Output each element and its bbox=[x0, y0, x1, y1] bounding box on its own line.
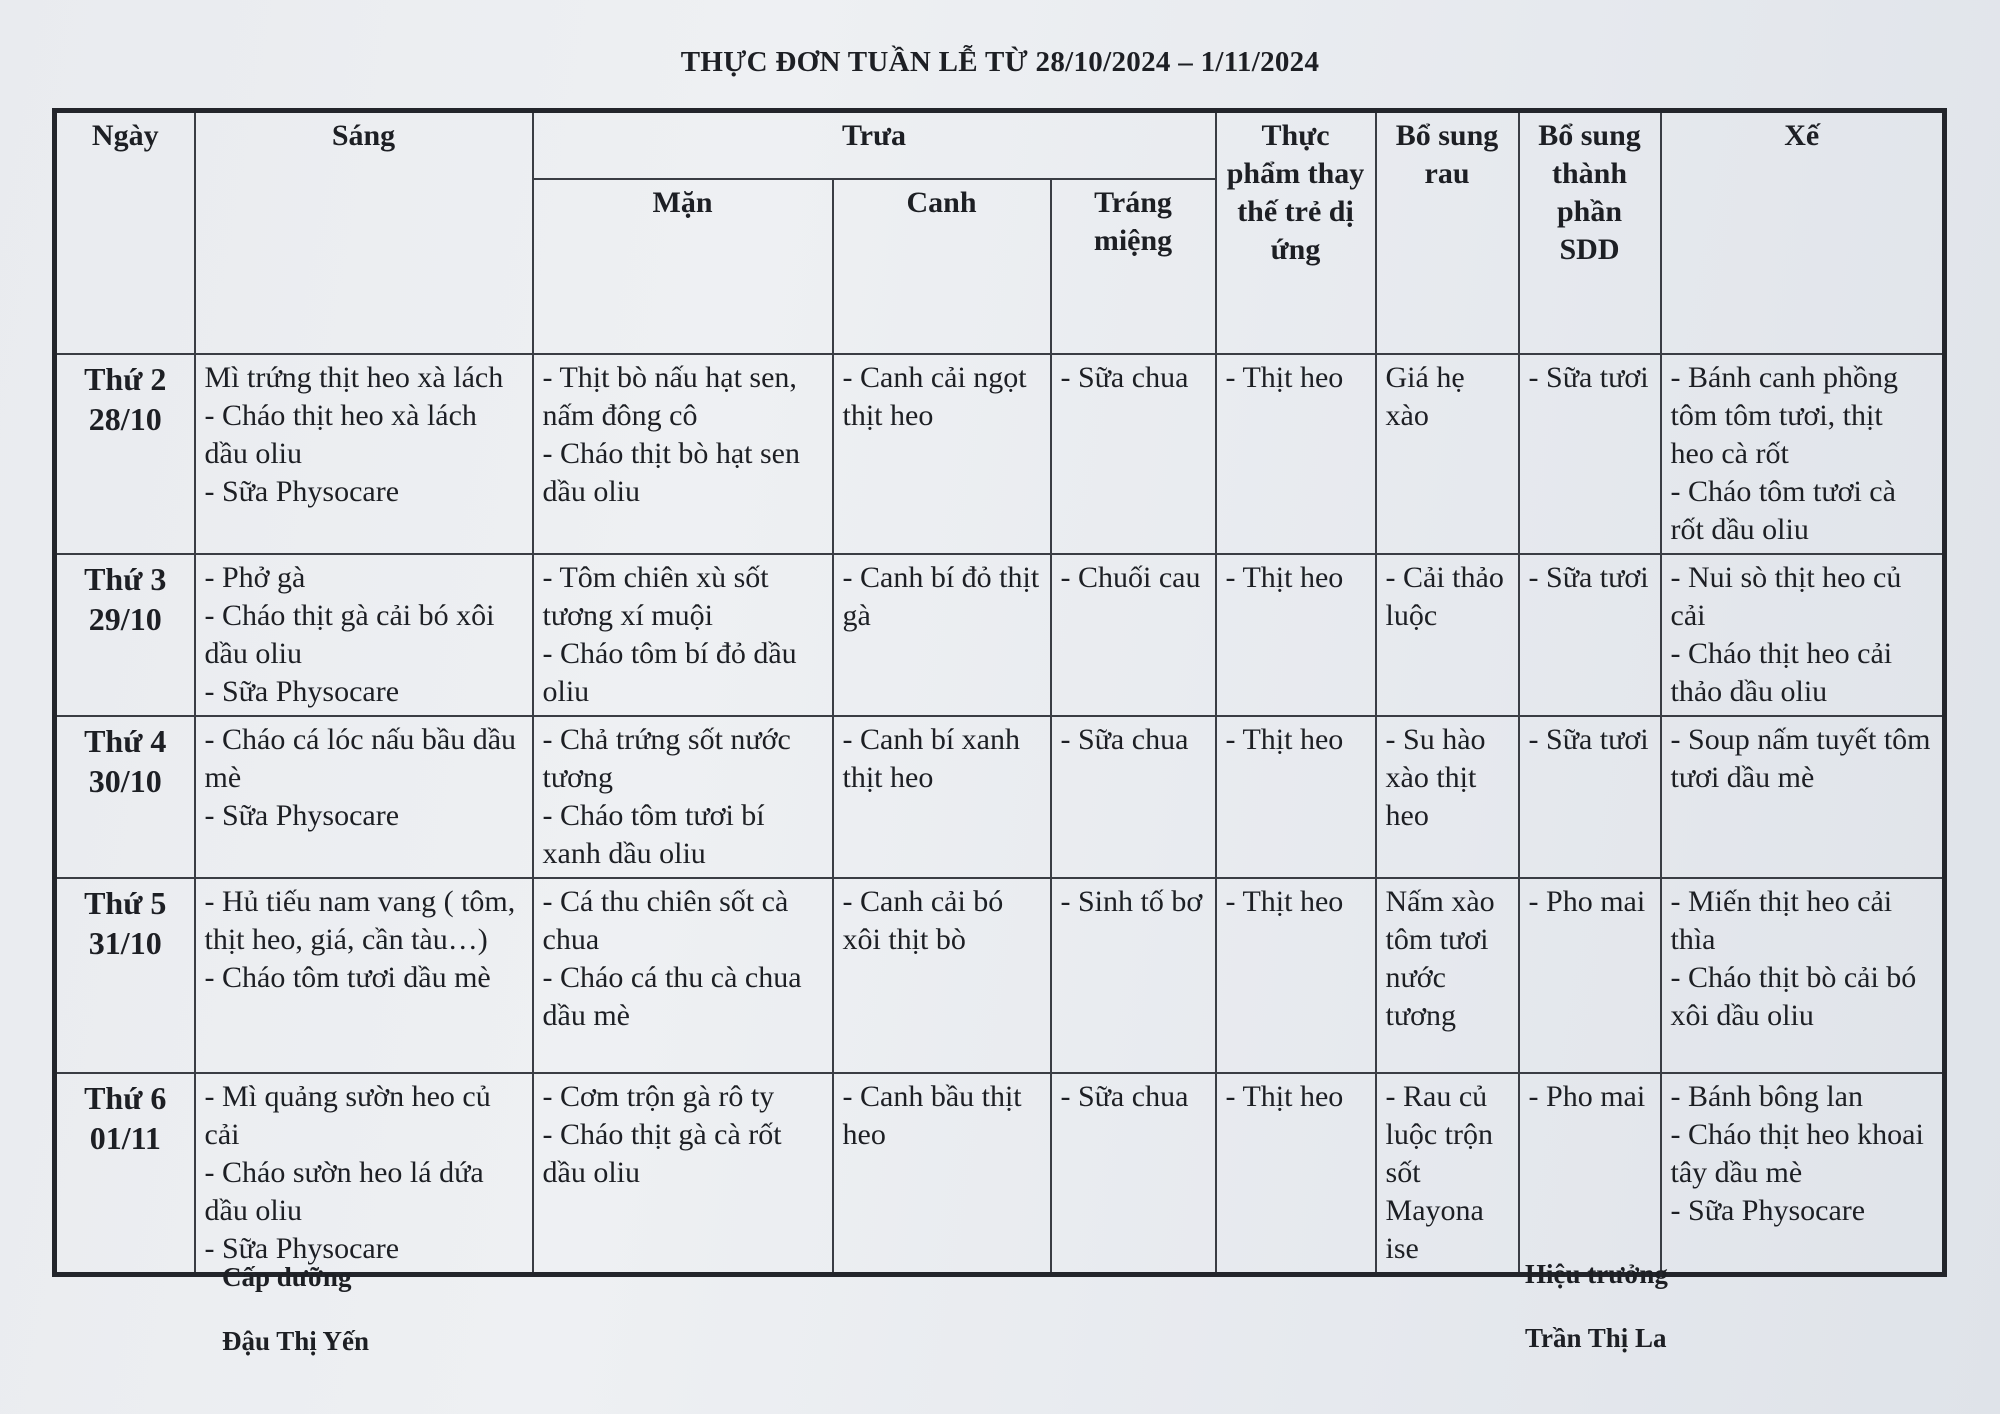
cell-sang bbox=[195, 354, 533, 554]
day-name: Thứ 2 bbox=[84, 360, 167, 397]
header-trang-mieng: Tráng miệng bbox=[1051, 179, 1216, 354]
day-date: 29/10 bbox=[88, 600, 162, 637]
menu-item: - Cháo thịt heo khoai tây dầu mè bbox=[1670, 1117, 1924, 1189]
cell-day bbox=[55, 354, 195, 554]
cell-sang bbox=[195, 1073, 533, 1275]
cell-canh bbox=[833, 716, 1051, 878]
menu-item: - Sữa Physocare bbox=[204, 1231, 400, 1265]
menu-item: - Sữa tươi bbox=[1528, 560, 1649, 594]
day-name: Thứ 5 bbox=[84, 884, 167, 921]
cell-canh bbox=[833, 1073, 1051, 1275]
cell-xe bbox=[1661, 1073, 1945, 1275]
footer-cook-name: Đậu Thị Yến bbox=[222, 1326, 370, 1356]
day-date: 31/10 bbox=[88, 924, 162, 961]
table-row bbox=[55, 1073, 1945, 1275]
menu-item: - Mì quảng sườn heo củ cải bbox=[204, 1079, 491, 1151]
menu-item: - Bánh bông lan bbox=[1670, 1079, 1863, 1113]
menu-item: - Sữa Physocare bbox=[204, 798, 400, 832]
menu-item: - Sữa tươi bbox=[1528, 360, 1649, 394]
cell-thay-the bbox=[1216, 354, 1376, 554]
menu-item: - Sữa Physocare bbox=[1670, 1193, 1866, 1227]
menu-item: - Cháo tôm bí đỏ dầu oliu bbox=[542, 636, 797, 708]
cell-trang-mieng bbox=[1051, 354, 1216, 554]
menu-item: - Hủ tiếu nam vang ( tôm, thịt heo, giá, cần tàu…) bbox=[204, 884, 516, 956]
menu-item: - Canh bầu thịt heo bbox=[842, 1079, 1022, 1151]
header-thay-the: Thực phẩm thay thế trẻ dị ứng bbox=[1216, 111, 1376, 354]
cell-day bbox=[55, 1073, 195, 1275]
cell-bo-sung-sdd bbox=[1519, 878, 1661, 1073]
day-date: 01/11 bbox=[89, 1119, 161, 1156]
table-row bbox=[55, 354, 1945, 554]
weekly-menu-table bbox=[52, 108, 1947, 1277]
table-row bbox=[55, 716, 1945, 878]
cell-trang-mieng bbox=[1051, 554, 1216, 716]
cell-bo-sung-sdd bbox=[1519, 716, 1661, 878]
cell-thay-the bbox=[1216, 554, 1376, 716]
menu-item: - Sữa chua bbox=[1060, 722, 1189, 756]
menu-item: - Cháo thịt gà cà rốt dầu oliu bbox=[542, 1117, 782, 1189]
footer-principal-name: Trần Thị La bbox=[1525, 1323, 1667, 1353]
menu-item: - Cá thu chiên sốt cà chua bbox=[542, 884, 789, 956]
menu-item: - Thịt heo bbox=[1225, 360, 1344, 394]
header-man: Mặn bbox=[533, 179, 833, 354]
menu-item: - Rau củ luộc trộn sốt Mayona ise bbox=[1385, 1079, 1493, 1265]
menu-item: - Cháo thịt heo cải thảo dầu oliu bbox=[1670, 636, 1893, 708]
cell-xe bbox=[1661, 554, 1945, 716]
cell-bo-sung-rau bbox=[1376, 1073, 1519, 1275]
menu-item: - Canh cải ngọt thịt heo bbox=[842, 360, 1027, 432]
day-name: Thứ 6 bbox=[84, 1079, 167, 1116]
menu-item: - Chả trứng sốt nước tương bbox=[542, 722, 791, 794]
menu-item: - Phở gà bbox=[204, 560, 306, 594]
header-sang: Sáng bbox=[195, 111, 533, 354]
menu-item: - Cháo cá thu cà chua dầu mè bbox=[542, 960, 802, 1032]
cell-man bbox=[533, 554, 833, 716]
cell-trang-mieng bbox=[1051, 878, 1216, 1073]
day-name: Thứ 4 bbox=[84, 722, 167, 759]
menu-item: - Cháo thịt heo xà lách dầu oliu bbox=[204, 398, 477, 470]
cell-bo-sung-rau bbox=[1376, 716, 1519, 878]
cell-xe bbox=[1661, 878, 1945, 1073]
header-trua: Trưa bbox=[533, 111, 1216, 179]
cell-man bbox=[533, 716, 833, 878]
header-ngay: Ngày bbox=[55, 111, 195, 354]
cell-trang-mieng bbox=[1051, 716, 1216, 878]
footer-principal-role: Hiệu trưởng bbox=[1525, 1259, 1668, 1289]
cell-bo-sung-sdd bbox=[1519, 354, 1661, 554]
cell-xe bbox=[1661, 716, 1945, 878]
menu-item: - Canh bí xanh thịt heo bbox=[842, 722, 1020, 794]
cell-day bbox=[55, 554, 195, 716]
menu-item: - Sữa Physocare bbox=[204, 474, 400, 508]
header-bo-sung-rau: Bổ sung rau bbox=[1376, 111, 1519, 354]
menu-item: - Bánh canh phồng tôm tôm tươi, thịt heo cà rốt bbox=[1670, 360, 1898, 470]
menu-item: - Nui sò thịt heo củ cải bbox=[1670, 560, 1902, 632]
menu-item: Giá hẹ xào bbox=[1385, 360, 1465, 432]
cell-xe bbox=[1661, 354, 1945, 554]
cell-thay-the bbox=[1216, 716, 1376, 878]
menu-item: - Cơm trộn gà rô ty bbox=[542, 1079, 775, 1113]
menu-item: - Su hào xào thịt heo bbox=[1385, 722, 1486, 832]
menu-item: - Miến thịt heo cải thìa bbox=[1670, 884, 1893, 956]
menu-item: Nấm xào tôm tươi nước tương bbox=[1385, 884, 1495, 1032]
menu-item: - Cháo thịt bò hạt sen dầu oliu bbox=[542, 436, 800, 508]
cell-bo-sung-sdd bbox=[1519, 554, 1661, 716]
menu-item: - Cháo sườn heo lá dứa dầu oliu bbox=[204, 1155, 484, 1227]
menu-item: Mì trứng thịt heo xà lách bbox=[204, 360, 504, 394]
menu-rows bbox=[55, 354, 1945, 1275]
menu-item: - Thịt heo bbox=[1225, 884, 1344, 918]
cell-bo-sung-rau bbox=[1376, 354, 1519, 554]
menu-item: - Sữa tươi bbox=[1528, 722, 1649, 756]
cell-sang bbox=[195, 716, 533, 878]
menu-item: - Thịt heo bbox=[1225, 1079, 1344, 1113]
cell-day bbox=[55, 716, 195, 878]
menu-item: - Sữa chua bbox=[1060, 1079, 1189, 1113]
cell-day bbox=[55, 878, 195, 1073]
menu-item: - Cháo cá lóc nấu bầu dầu mè bbox=[204, 722, 517, 794]
menu-item: - Sữa Physocare bbox=[204, 674, 400, 708]
cell-trang-mieng bbox=[1051, 1073, 1216, 1275]
menu-item: - Chuối cau bbox=[1060, 560, 1201, 594]
menu-item: - Cháo tôm tươi dầu mè bbox=[204, 960, 491, 994]
page-title: THỰC ĐƠN TUẦN LỄ TỪ 28/10/2024 – 1/11/2024 bbox=[680, 46, 1320, 78]
menu-item: - Sinh tố bơ bbox=[1060, 884, 1203, 918]
menu-item: - Canh cải bó xôi thịt bò bbox=[842, 884, 1004, 956]
menu-item: - Cháo thịt bò cải bó xôi dầu oliu bbox=[1670, 960, 1917, 1032]
cell-canh bbox=[833, 878, 1051, 1073]
day-date: 30/10 bbox=[88, 762, 162, 799]
menu-item: - Sữa chua bbox=[1060, 360, 1189, 394]
menu-item: - Cháo tôm tươi bí xanh dầu oliu bbox=[542, 798, 765, 870]
cell-man bbox=[533, 878, 833, 1073]
menu-item: - Thịt bò nấu hạt sen, nấm đông cô bbox=[542, 360, 797, 432]
cell-canh bbox=[833, 354, 1051, 554]
cell-thay-the bbox=[1216, 1073, 1376, 1275]
day-date: 28/10 bbox=[88, 400, 162, 437]
menu-item: - Canh bí đỏ thịt gà bbox=[842, 560, 1040, 632]
table-row bbox=[55, 554, 1945, 716]
header-xe: Xế bbox=[1661, 111, 1945, 354]
menu-item: - Cải thảo luộc bbox=[1385, 560, 1504, 632]
header-bo-sung-sdd: Bổ sung thành phần SDD bbox=[1519, 111, 1661, 354]
menu-item: - Pho mai bbox=[1528, 884, 1646, 918]
cell-sang bbox=[195, 878, 533, 1073]
menu-item: - Soup nấm tuyết tôm tươi dầu mè bbox=[1670, 722, 1931, 794]
menu-item: - Cháo tôm tươi cà rốt dầu oliu bbox=[1670, 474, 1896, 546]
menu-item: - Thịt heo bbox=[1225, 560, 1344, 594]
header-canh: Canh bbox=[833, 179, 1051, 354]
day-name: Thứ 3 bbox=[84, 560, 167, 597]
menu-item: - Thịt heo bbox=[1225, 722, 1344, 756]
cell-bo-sung-rau bbox=[1376, 878, 1519, 1073]
cell-man bbox=[533, 1073, 833, 1275]
menu-item: - Pho mai bbox=[1528, 1079, 1646, 1113]
cell-thay-the bbox=[1216, 878, 1376, 1073]
menu-item: - Cháo thịt gà cải bó xôi dầu oliu bbox=[204, 598, 495, 670]
footer-cook-role: Cấp dưỡng bbox=[222, 1262, 352, 1292]
menu-item: - Tôm chiên xù sốt tương xí muội bbox=[542, 560, 769, 632]
cell-sang bbox=[195, 554, 533, 716]
cell-bo-sung-rau bbox=[1376, 554, 1519, 716]
cell-canh bbox=[833, 554, 1051, 716]
table-row bbox=[55, 878, 1945, 1073]
cell-bo-sung-sdd bbox=[1519, 1073, 1661, 1275]
cell-man bbox=[533, 354, 833, 554]
